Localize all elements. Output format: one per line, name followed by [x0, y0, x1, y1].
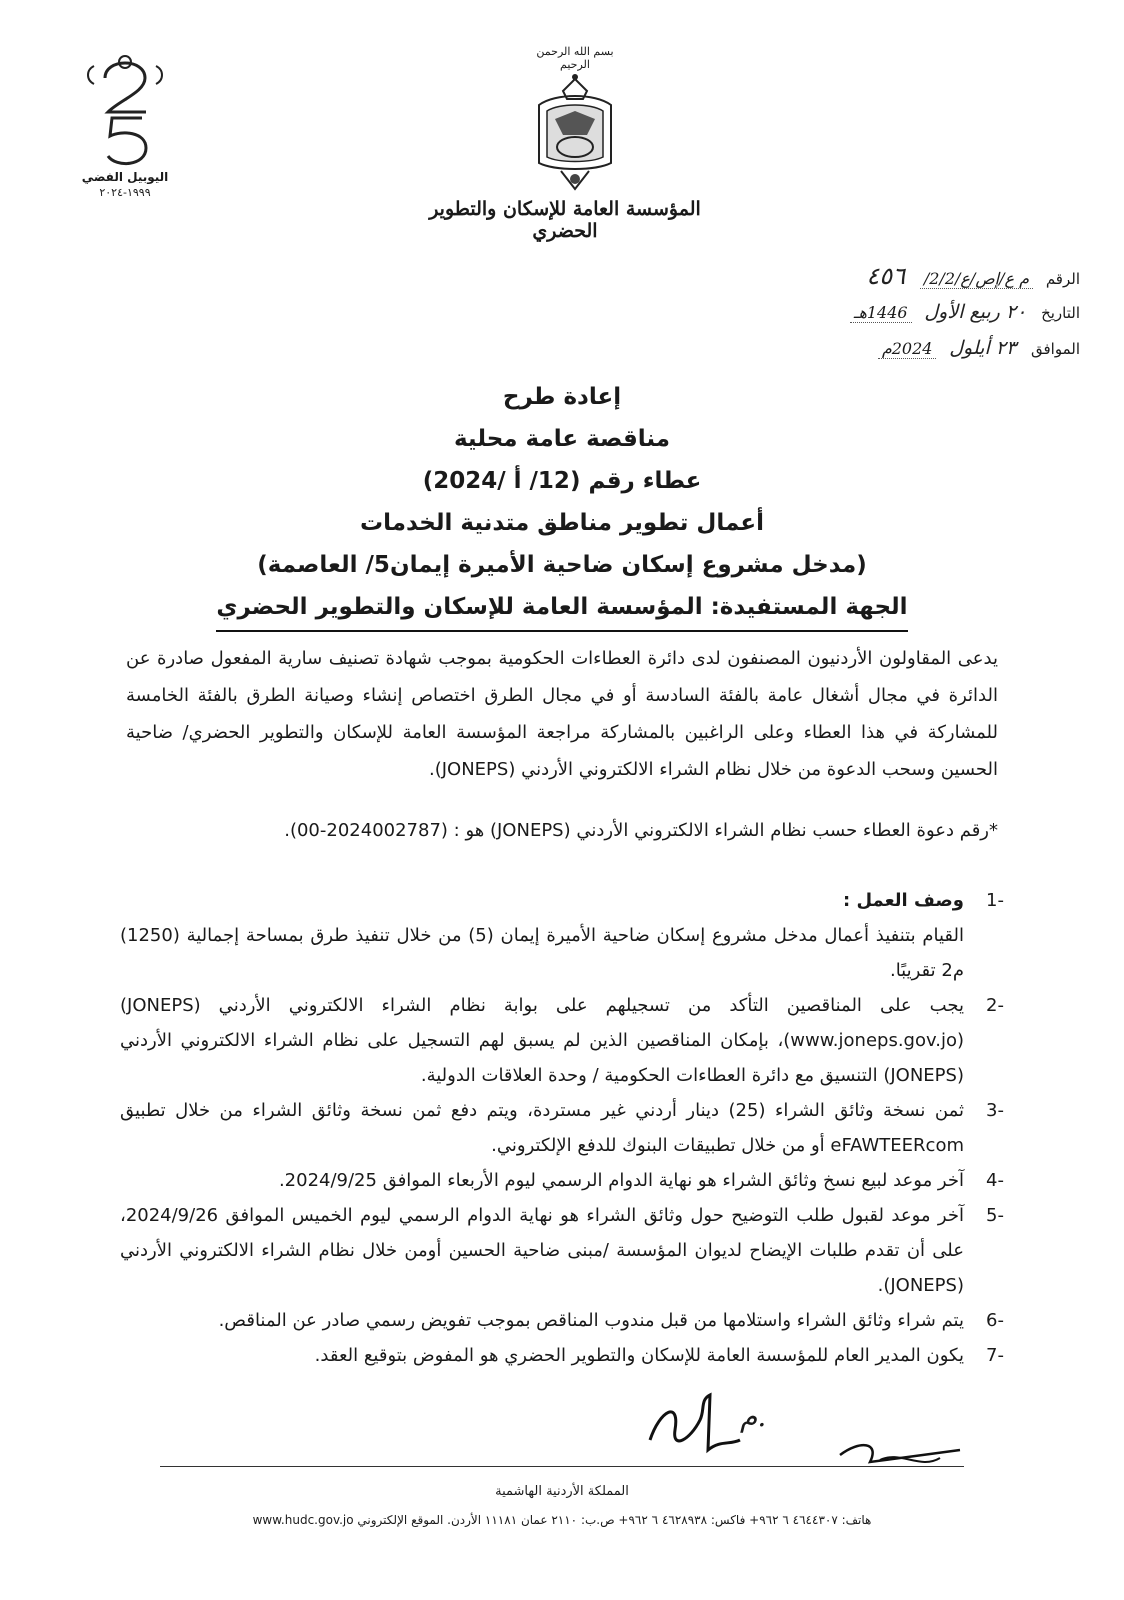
item-text: القيام بتنفيذ أعمال مدخل مشروع إسكان ضاحية الأميرة إيمان (5) من خلال تنفيذ طرق بمساحة إجمالية (1250) م2 تقريبًا. [120, 925, 964, 981]
footer-contact: هاتف: ٤٦٤٤٣٠٧ ٦ ٩٦٢+ فاكس: ٤٦٢٨٩٣٨ ٦ ٩٦٢+ ص.ب: ٢١١٠ عمان ١١١٨١ الأردن. الموقع الإلكتروني www.hudc.gov.jo [252, 1513, 872, 1527]
anniversary-logo [70, 50, 180, 220]
footer-kingdom: المملكة الأردنية الهاشمية [495, 1484, 629, 1499]
footer-divider [160, 1466, 964, 1467]
ref-greg-value: 2024م [878, 339, 937, 359]
item-number: -6 [986, 1310, 1004, 1331]
item-text: يكون المدير العام للمؤسسة العامة للإسكان والتطوير الحضري هو المفوض بتوقيع العقد. [314, 1345, 964, 1366]
intro-paragraph [126, 640, 998, 788]
list-item [120, 1163, 1004, 1198]
list-item [120, 1338, 1004, 1373]
signature-prefix: م. [740, 1400, 767, 1433]
title-works: أعمال تطوير مناطق متدنية الخدمات [360, 510, 764, 536]
ref-greg-row [740, 330, 1080, 366]
intro-text: يدعى المقاولون الأردنيون المصنفون لدى دائرة العطاءات الحكومية بموجب شهادة تصنيف سارية المفعول صادرة عن الدائرة في مجال أشغال عامة بالفئة السادسة أو في مجال الطرق اختصاص إنشاء وصيانة الطرق بالفئة الخامسة للمشاركة في هذا العطاء وعلى الراغبين بالمشاركة مراجعة المؤسسة العامة للإسكان والتطوير الحضري/ ضاحية الحسين وسحب الدعوة من خلال نظام الشراء الالكتروني الأردني (JONEPS). [126, 648, 998, 780]
list-item [120, 988, 1004, 1093]
list-item [120, 883, 1004, 988]
reference-block [740, 258, 1080, 366]
item-heading: وصف العمل : [843, 890, 964, 911]
basmala-caption: بسم الله الرحمن الرحيم [536, 45, 614, 71]
item-number: -3 [986, 1100, 1004, 1121]
item-number: -5 [986, 1205, 1004, 1226]
tender-titles [100, 376, 1024, 632]
ref-number-label: الرقم [1045, 270, 1080, 288]
anniversary-text: اليوبيل الفضي [81, 170, 169, 184]
item-number: -2 [986, 995, 1004, 1016]
organization-name: المؤسسة العامة للإسكان والتطوير الحضري [429, 198, 701, 242]
list-item [120, 1093, 1004, 1163]
ref-number-row [740, 258, 1080, 294]
ref-number-handwritten: ٤٥٦ [866, 262, 906, 290]
list-item [120, 1303, 1004, 1338]
ref-hijri-handwritten: ٢٠ ربيع الأول [924, 301, 1027, 323]
item-number: -1 [986, 890, 1004, 911]
list-item [120, 1198, 1004, 1303]
signatures [620, 1380, 980, 1480]
item-text: آخر موعد لقبول طلب التوضيح حول وثائق الشراء هو نهاية الدوام الرسمي ليوم الخميس الموافق 2024/9/26، على أن تقدم طلبات الإيضاح لديوان المؤسسة /مبنى ضاحية الحسين أومن خلال نظام الشراء الالكتروني الأردني (JONEPS). [120, 1205, 964, 1296]
anniversary-years: ١٩٩٩-٢٠٢٤ [99, 186, 151, 199]
ref-hijri-row [740, 294, 1080, 330]
title-project: (مدخل مشروع إسكان ضاحية الأميرة إيمان5/ العاصمة) [257, 552, 867, 578]
ref-greg-handwritten: ٢٣ أيلول [949, 337, 1017, 359]
coat-of-arms [520, 45, 630, 190]
silver-jubilee-25-icon [80, 50, 170, 170]
item-number: -4 [986, 1170, 1004, 1191]
ref-number-value: م ع/إص/ع/2/2/ [920, 269, 1033, 289]
item-text: يتم شراء وثائق الشراء واستلامها من قبل مندوب المناقص بموجب تفويض رسمي صادر عن المناقص. [218, 1310, 964, 1331]
conditions-list [120, 883, 1004, 1373]
ref-hijri-label: التاريخ [1041, 304, 1080, 322]
title-tender-type: مناقصة عامة محلية [453, 426, 671, 452]
item-text: ثمن نسخة وثائق الشراء (25) دينار أردني غير مستردة، ويتم دفع ثمن نسخة وثائق الشراء من خلال تطبيق eFAWTEERcom أو من خلال تطبيقات البنوك للدفع الإلكتروني. [120, 1100, 964, 1156]
title-tender-number: عطاء رقم (12/ أ /2024) [422, 468, 702, 494]
ref-hijri-value: 1446هـ [850, 303, 912, 323]
item-number: -7 [986, 1345, 1004, 1366]
item-text: يجب على المناقصين التأكد من تسجيلهم على بوابة نظام الشراء الالكتروني الأردني (JONEPS) (www.joneps.gov.jo)، بإمكان المناقصين الذين لم يسبق لهم التسجيل على نظام الشراء الالكتروني الأردني (JONEPS) التنسيق مع دائرة العطاءات الحكومية / وحدة العلاقات الدولية. [120, 995, 964, 1086]
handwritten-signature-icon [620, 1380, 980, 1480]
invitation-number-note: *رقم دعوة العطاء حسب نظام الشراء الالكتروني الأردني (JONEPS) هو : (2024002787-00). [284, 820, 998, 841]
title-reissue: إعادة طرح [502, 384, 622, 410]
ref-greg-label: الموافق [1030, 340, 1080, 358]
title-beneficiary: الجهة المستفيدة: المؤسسة العامة للإسكان والتطوير الحضري [216, 586, 907, 632]
item-text: آخر موعد لبيع نسخ وثائق الشراء هو نهاية الدوام الرسمي ليوم الأربعاء الموافق 2024/9/25. [278, 1170, 964, 1191]
jordan-crest-icon [525, 71, 625, 196]
